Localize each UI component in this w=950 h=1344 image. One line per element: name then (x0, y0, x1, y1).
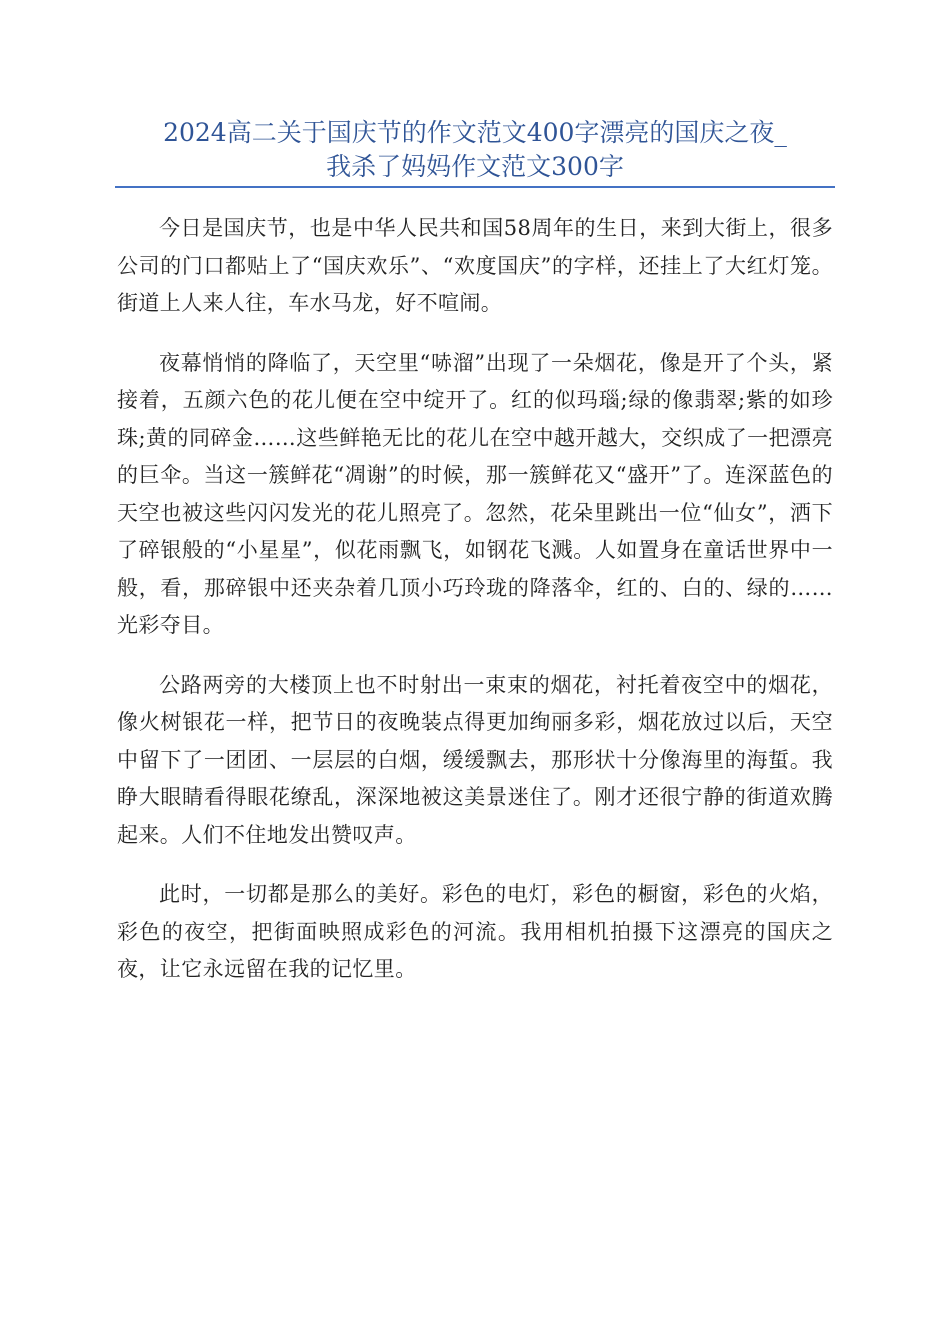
document-body (117, 210, 833, 1011)
paragraph-4: 此时，一切都是那么的美好。彩色的电灯，彩色的橱窗，彩色的火焰，彩色的夜空，把街面映照成彩色的河流。我用相机拍摄下这漂亮的国庆之夜，让它永远留在我的记忆里。 (117, 882, 833, 981)
paragraph-3: 公路两旁的大楼顶上也不时射出一束束的烟花，衬托着夜空中的烟花，像火树银花一样，把节日的夜晚装点得更加绚丽多彩，烟花放过以后，天空中留下了一团团、一层层的白烟，缓缓飘去，那形状十分像海里的海蜇。我睁大眼睛看得眼花缭乱，深深地被这美景迷住了。刚才还很宁静的街道欢腾起来。人们不住地发出赞叹声。 (117, 672, 833, 847)
document-title (115, 116, 835, 184)
title-line-1: 2024高二关于国庆节的作文范文400字漂亮的国庆之夜_ (163, 118, 787, 147)
title-line-2: 我杀了妈妈作文范文300字 (326, 152, 624, 181)
paragraph-2: 夜幕悄悄的降临了，天空里“哧溜”出现了一朵烟花，像是开了个头，紧接着，五颜六色的花儿便在空中绽开了。红的似玛瑙;绿的像翡翠;紫的如珍珠;黄的同碎金……这些鲜艳无比的花儿在空中越开越大，交织成了一把漂亮的巨伞。当这一簇鲜花“凋谢”的时候，那一簇鲜花又“盛开”了。连深蓝色的天空也被这些闪闪发光的花儿照亮了。忽然，花朵里跳出一位“仙女”，洒下了碎银般的“小星星”，似花雨飘飞，如钢花飞溅。人如置身在童话世界中一般，看，那碎银中还夹杂着几顶小巧玲珑的降落伞，红的、白的、绿的……光彩夺目。 (117, 350, 833, 637)
paragraph-1: 今日是国庆节，也是中华人民共和国58周年的生日，来到大街上，很多公司的门口都贴上了“国庆欢乐”、“欢度国庆”的字样，还挂上了大红灯笼。街道上人来人往，车水马龙，好不喧闹。 (117, 216, 833, 315)
title-underline-divider (115, 186, 835, 188)
